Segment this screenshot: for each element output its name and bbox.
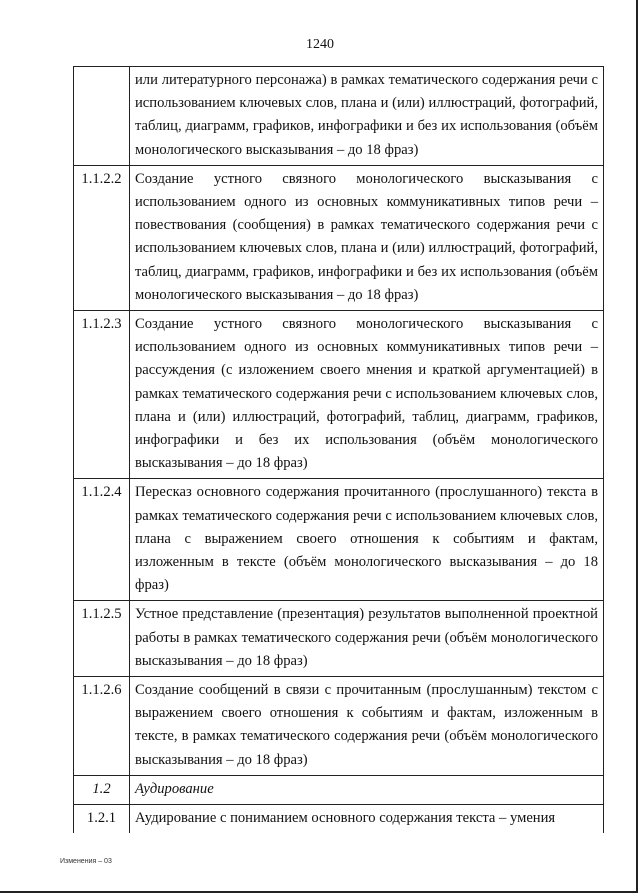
- table-row: [74, 677, 604, 776]
- row-text: Устное представление (презентация) результатов выполненной проектной работы в рамках тематического содержания речи (объём монологического высказывания – до 18 фраз): [130, 601, 604, 677]
- table-row: [74, 311, 604, 479]
- content-table: [73, 66, 604, 833]
- row-text: Создание устного связного монологического высказывания с использованием одного из основных коммуникативных типов речи – рассуждения (с изложением своего мнения и краткой аргументацией) в рамках тематического содержания речи с использованием ключевых слов, плана и (или) иллюстраций, фотографий, таблиц, диаграмм, графиков, инфографики и без их использования (объём монологического высказывания – до 18 фраз): [130, 311, 604, 479]
- row-number: [74, 67, 130, 166]
- page-number: 1240: [306, 37, 334, 52]
- section-title: Аудирование: [130, 775, 604, 804]
- table-row: [74, 805, 604, 834]
- row-text: Создание устного связного монологического высказывания с использованием одного из основных коммуникативных типов речи – повествования (сообщения) в рамках тематического содержания речи с использованием ключевых слов, плана и (или) иллюстраций, фотографий, таблиц, диаграмм, графиков, инфографики и без их использования (объём монологического высказывания – до 18 фраз): [130, 165, 604, 310]
- row-text: Аудирование с пониманием основного содержания текста – умения: [130, 805, 604, 834]
- row-number: 1.1.2.4: [74, 479, 130, 601]
- row-number: 1.2.1: [74, 805, 130, 834]
- row-number: 1.1.2.2: [74, 165, 130, 310]
- row-text: Создание сообщений в связи с прочитанным (прослушанным) текстом с выражением своего отношения к событиям и фактам, изложенным в тексте, в рамках тематического содержания речи (объём монологического высказывания – до 18 фраз): [130, 677, 604, 776]
- section-row: [74, 775, 604, 804]
- footer-note: Изменения – 03: [60, 858, 112, 865]
- row-number: 1.1.2.3: [74, 311, 130, 479]
- row-number: 1.1.2.6: [74, 677, 130, 776]
- section-number: 1.2: [74, 775, 130, 804]
- table-row: [74, 165, 604, 310]
- row-number: 1.1.2.5: [74, 601, 130, 677]
- row-text: или литературного персонажа) в рамках тематического содержания речи с использованием ключевых слов, плана и (или) иллюстраций, фотографий, таблиц, диаграмм, графиков, инфографики и без их использования (объём монологического высказывания – до 18 фраз): [130, 67, 604, 166]
- row-text: Пересказ основного содержания прочитанного (прослушанного) текста в рамках тематического содержания речи с использованием ключевых слов, плана с выражением своего отношения к событиям и фактам, изложенным в тексте (объём монологического высказывания – до 18 фраз): [130, 479, 604, 601]
- table-row: [74, 601, 604, 677]
- table-row: [74, 479, 604, 601]
- table-row: [74, 67, 604, 166]
